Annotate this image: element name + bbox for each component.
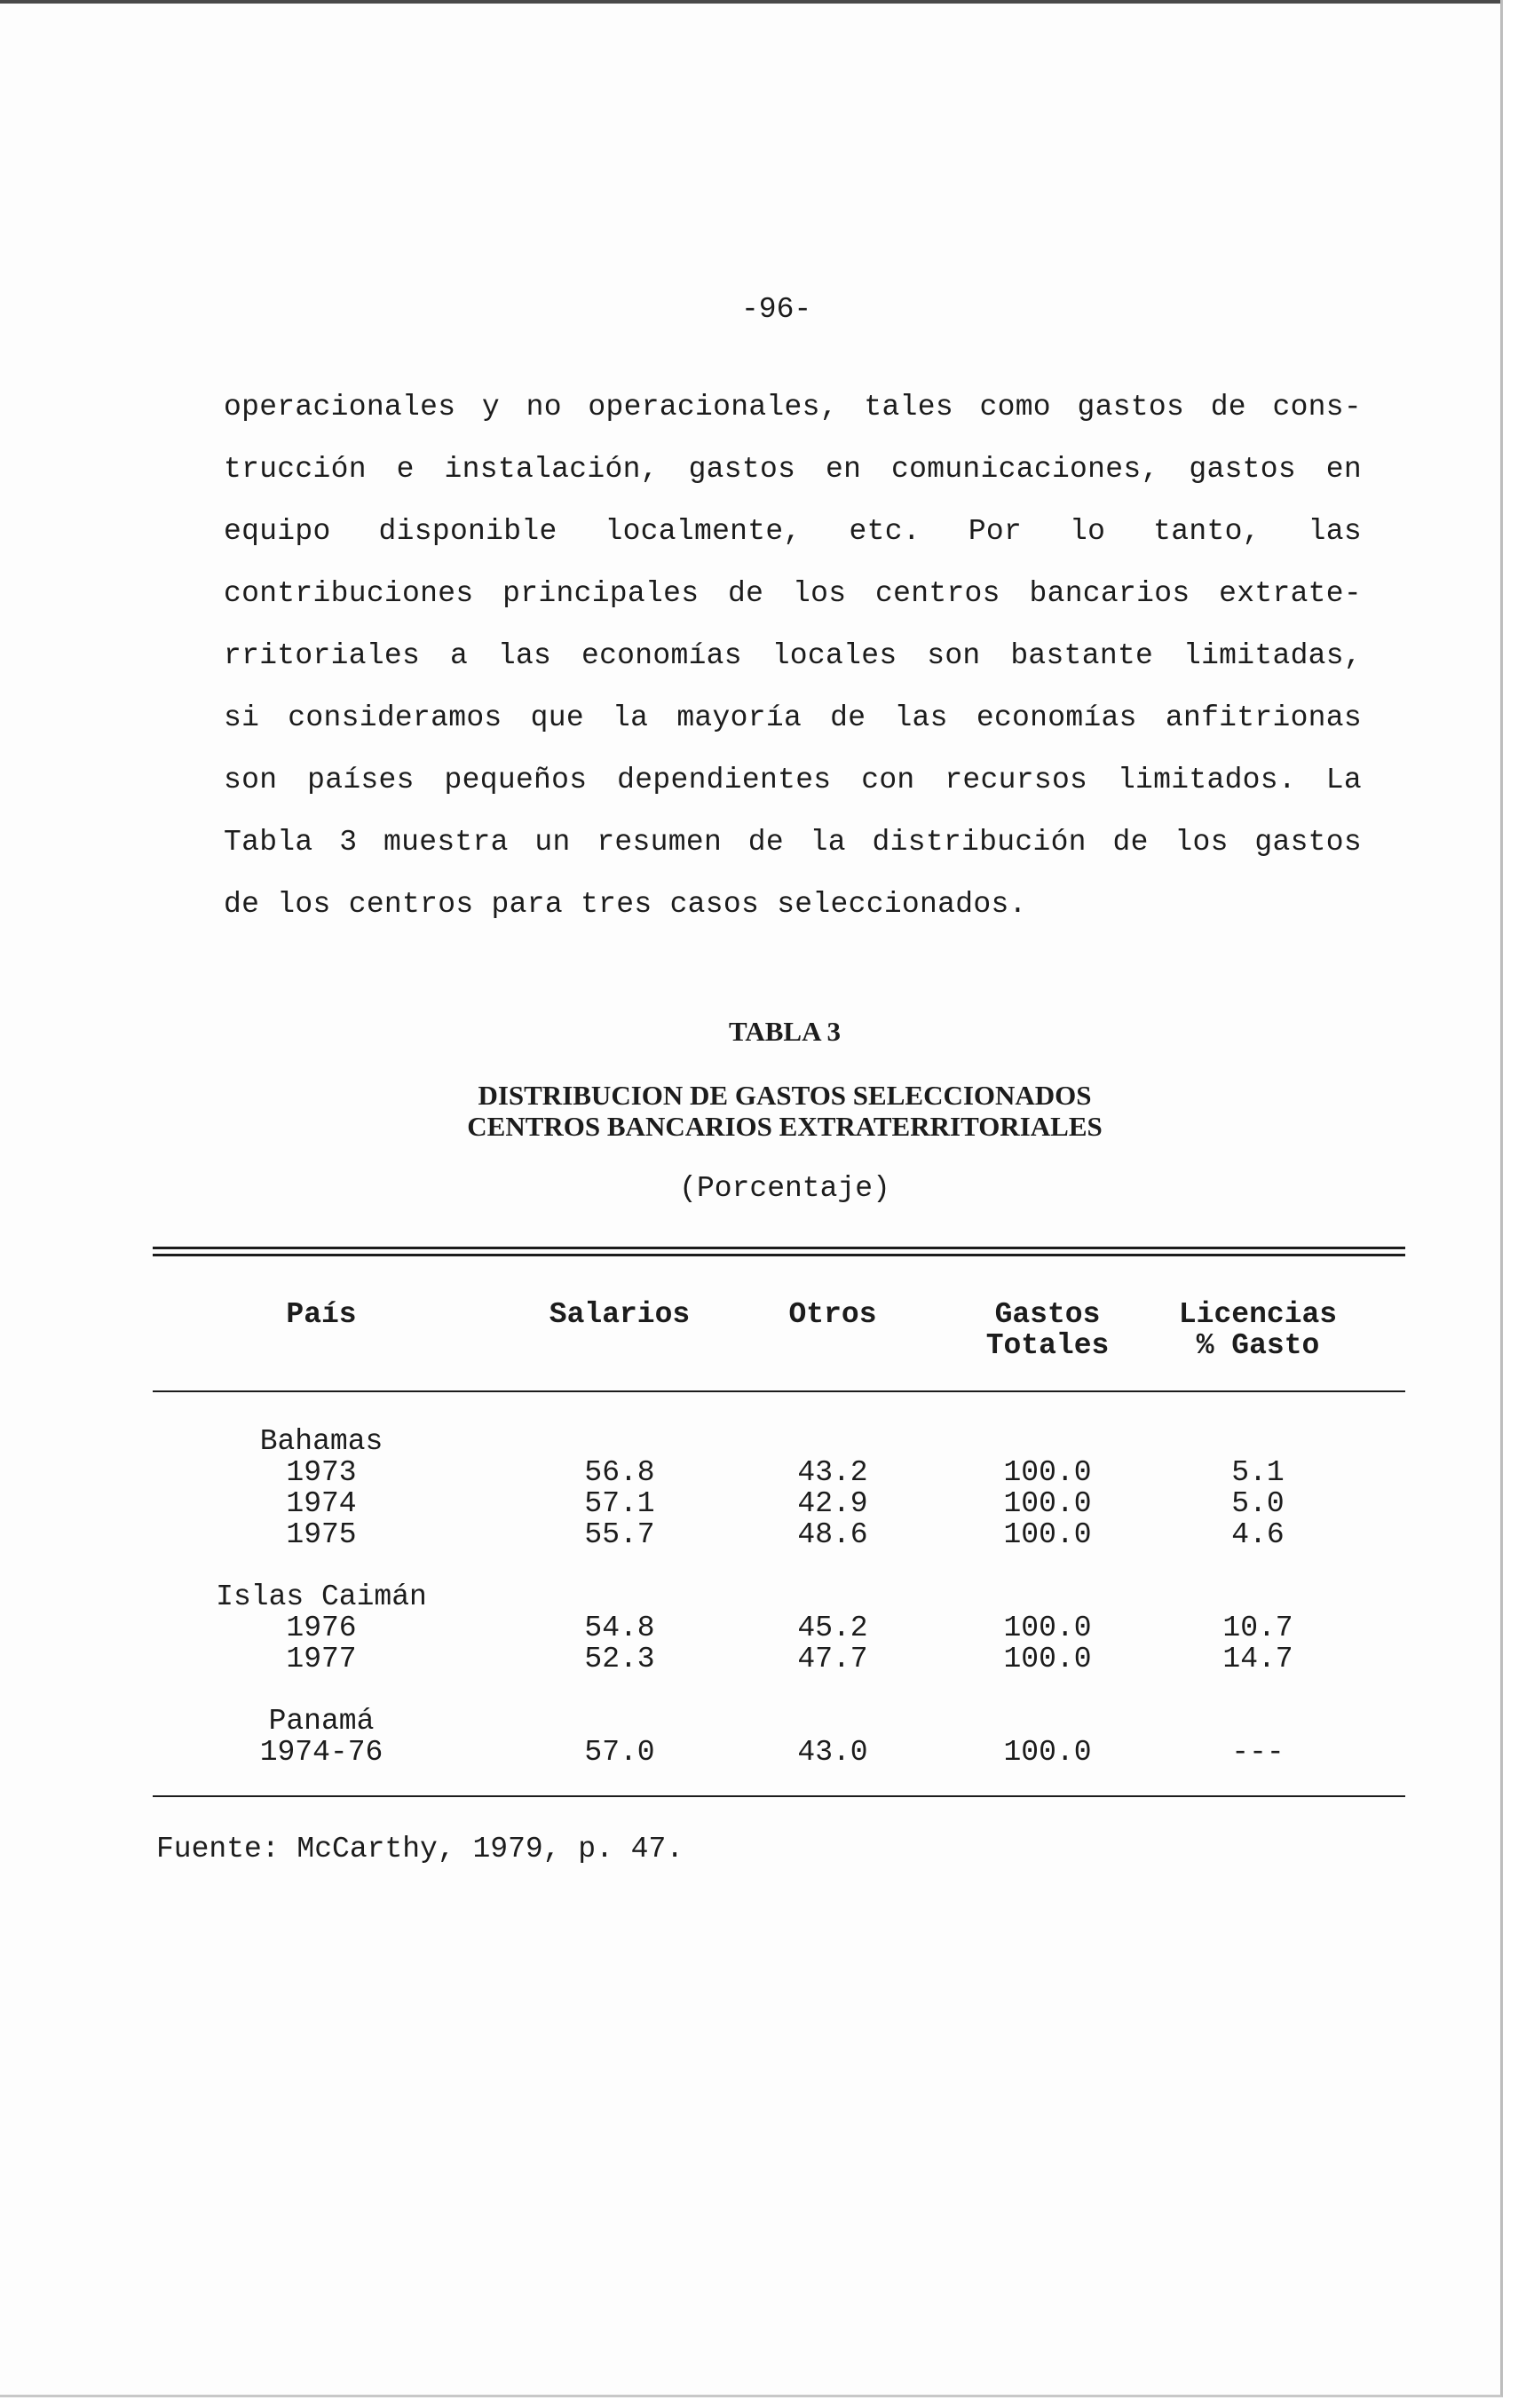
body-line-4: contribuciones principales de los centros bancarios extrate- (224, 577, 1362, 610)
row-year: 1974-76 (259, 1736, 383, 1769)
table-bottom-rule (153, 1795, 1405, 1797)
body-line-9: de los centros para tres casos seleccionados. (224, 888, 1027, 921)
header-pct-gasto: % Gasto (1196, 1329, 1320, 1362)
cell-otros: 42.9 (797, 1487, 868, 1520)
cell-licencias: 5.1 (1231, 1456, 1285, 1489)
cell-otros: 48.6 (797, 1518, 868, 1551)
cell-otros: 43.2 (797, 1456, 868, 1489)
body-line-5: rritoriales a las economías locales son bastante limitadas, (224, 639, 1362, 672)
table-title-line-2: CENTROS BANCARIOS EXTRATERRITORIALES (467, 1111, 1103, 1142)
table-source: Fuente: McCarthy, 1979, p. 47. (156, 1833, 684, 1865)
cell-totales: 100.0 (1003, 1612, 1092, 1644)
header-pais: País (286, 1298, 357, 1331)
cell-licencias: 5.0 (1231, 1487, 1285, 1520)
cell-licencias: 10.7 (1222, 1612, 1293, 1644)
row-year: 1973 (286, 1456, 357, 1489)
cell-salarios: 55.7 (584, 1518, 655, 1551)
table-header-rule (153, 1390, 1405, 1392)
body-line-6: si consideramos que la mayoría de las economías anfitrionas (224, 701, 1362, 734)
cell-licencias: 14.7 (1222, 1643, 1293, 1675)
row-year: 1974 (286, 1487, 357, 1520)
cell-totales: 100.0 (1003, 1518, 1092, 1551)
country-label: Bahamas (259, 1425, 383, 1458)
body-line-7: son países pequeños dependientes con recursos limitados. La (224, 764, 1362, 796)
cell-otros: 47.7 (797, 1643, 868, 1675)
row-year: 1977 (286, 1643, 357, 1675)
country-label: Panamá (268, 1705, 375, 1738)
header-gastos: Gastos (994, 1298, 1101, 1331)
body-line-2: trucción e instalación, gastos en comunicaciones, gastos en (224, 453, 1362, 486)
cell-totales: 100.0 (1003, 1456, 1092, 1489)
body-line-3: equipo disponible localmente, etc. Por lo tanto, las (224, 515, 1362, 548)
cell-licencias: 4.6 (1231, 1518, 1285, 1551)
cell-salarios: 54.8 (584, 1612, 655, 1644)
cell-totales: 100.0 (1003, 1643, 1092, 1675)
header-salarios: Salarios (549, 1298, 691, 1331)
table-top-rule-1 (153, 1247, 1405, 1249)
cell-totales: 100.0 (1003, 1736, 1092, 1769)
scan-top-edge (0, 0, 1500, 4)
table-top-rule-2 (153, 1254, 1405, 1256)
cell-salarios: 52.3 (584, 1643, 655, 1675)
country-label: Islas Caimán (216, 1580, 427, 1613)
cell-salarios: 56.8 (584, 1456, 655, 1489)
cell-salarios: 57.1 (584, 1487, 655, 1520)
row-year: 1975 (286, 1518, 357, 1551)
cell-totales: 100.0 (1003, 1487, 1092, 1520)
row-year: 1976 (286, 1612, 357, 1644)
cell-otros: 45.2 (797, 1612, 868, 1644)
header-totales: Totales (985, 1329, 1110, 1362)
cell-salarios: 57.0 (584, 1736, 655, 1769)
table-unit: (Porcentaje) (679, 1172, 890, 1205)
page-number: -96- (741, 293, 812, 326)
header-otros: Otros (788, 1298, 877, 1331)
table-label: TABLA 3 (728, 1016, 842, 1047)
table-title-line-1: DISTRIBUCION DE GASTOS SELECCIONADOS (478, 1080, 1092, 1111)
body-line-8: Tabla 3 muestra un resumen de la distribución de los gastos (224, 826, 1362, 859)
cell-otros: 43.0 (797, 1736, 868, 1769)
body-line-1: operacionales y no operacionales, tales como gastos de cons- (224, 391, 1362, 424)
header-licencias: Licencias (1178, 1298, 1338, 1331)
cell-licencias: --- (1231, 1736, 1285, 1769)
